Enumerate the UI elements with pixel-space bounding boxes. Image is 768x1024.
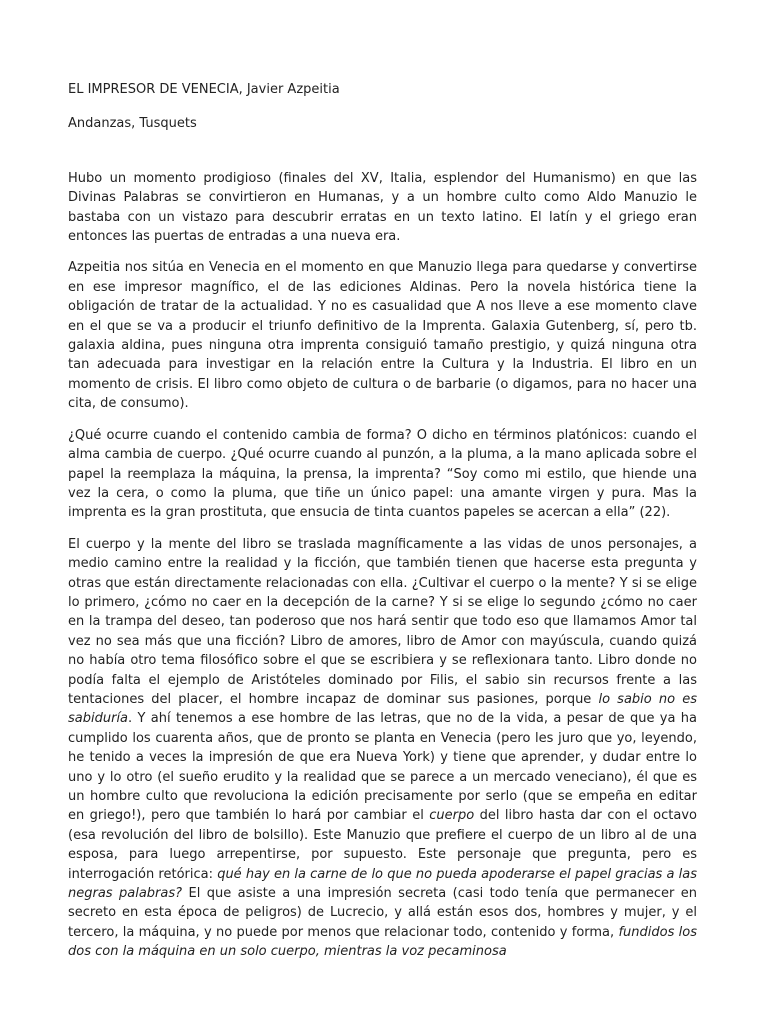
spacer — [68, 99, 697, 114]
italic-quote-run: cuerpo — [429, 808, 475, 824]
text-run: ¿Qué ocurre cuando el contenido cambia de forma? O dicho en términos platónicos: cuando el alma cambia de cuerpo. ¿Qué ocurre cuando al punzón, a la pluma, a la mano aplicada sobre el papel la reemplaza la máquina, la prensa, la imprenta? “Soy como mi estilo, que hiende una vez la cera, o como la pluma, que tiñe un único papel: una amante virgen y pura. Mas la imprenta es la gran prostituta, que ensucia de tinta cuantos papeles se acercan a ella” (22). — [68, 427, 697, 521]
text-run: Hubo un momento prodigioso (finales del XV, Italia, esplendor del Humanismo) en que las Divinas Palabras se convirtieron en Humanas, y a un hombre culto como Aldo Manuzio le bastaba con un vistazo para descubrir erratas en un texto latino. El latín y el griego eran entonces las puertas de entradas a una nueva era. — [68, 170, 697, 245]
body-paragraph — [68, 426, 697, 523]
text-run: El que asiste a una impresión secreta (casi todo tenía que permanecer en secreto en esta época de peligros) de Lucrecio, y allá están esos dos, hombres y mujer, y el tercero, la máquina, y no puede por menos que relacionar todo, contenido y forma, — [68, 886, 697, 940]
spacer — [68, 134, 697, 169]
text-run: Azpeitia nos sitúa en Venecia en el momento en que Manuzio llega para quedarse y convertirse en ese impresor magnífico, el de las ediciones Aldinas. Pero la novela histórica tiene la obligación de tratar de la actualidad. Y no es casualidad que A nos lleve a ese momento clave en el que se va a producir el triunfo definitivo de la Imprenta. Galaxia Gutenberg, sí, pero tb. galaxia aldina, pues ninguna otra imprenta consiguió tamaño prestigio, y quizá ninguna otra tan adecuada para investigar en la relación entre la Cultura y la Industria. El libro en un momento de crisis. El libro como objeto de cultura o de barbarie (o digamos, para no hacer una cita, de consumo). — [68, 260, 697, 412]
italic-quote-run: lo sabio no es sabiduría — [68, 691, 698, 727]
italic-quote-run: qué hay en la carne de lo que no pueda apoderarse el papel gracias a las negras palabras? — [68, 866, 697, 902]
publisher-line: Andanzas, Tusquets — [68, 116, 197, 132]
body-paragraph — [68, 535, 697, 962]
body-paragraph — [68, 169, 697, 247]
book-title-line: EL IMPRESOR DE VENECIA, Javier Azpeitia — [68, 82, 340, 97]
text-run: . Y ahí tenemos a ese hombre de las letras, que no de la vida, a pesar de que ya ha cumplido los cuarenta años, que de pronto se planta en Venecia (pero les juro que yo, leyendo, he tenido a veces la impresión de que era Nueva York) y tiene que aprender, y dudar entre lo uno y lo otro (el sueño erudito y la realidad que se parece a un mercado veneciano), él que es un hombre culto que revoluciona la edición precisamente por serlo (que se empeña en editar en griego!), pero que también lo hará por cambiar el — [68, 711, 697, 824]
document-page — [68, 80, 697, 962]
italic-quote-run: fundidos los dos con la máquina en un solo cuerpo, mientras la voz pecaminosa — [68, 924, 698, 960]
review-body — [68, 169, 697, 962]
text-run: El cuerpo y la mente del libro se traslada magníficamente a las vidas de unos personajes, a medio camino entre la realidad y la ficción, que también tienen que hacerse esta pregunta y otras que están directamente relacionadas con ella. ¿Cultivar el cuerpo o la mente? Y si se elige lo primero, ¿cómo no caer en la decepción de la carne? Y si se elige lo segundo ¿cómo no caer en la trampa del deseo, tan poderoso que nos hará sentir que todo eso que llamamos Amor tal vez no sea más que una ficción? Libro de amores, libro de Amor con mayúscula, cuando quizá no había otro tema filosófico sobre el que se escribiera y se reflexionara tanto. Libro donde no podía falta el ejemplo de Aristóteles dominado por Filis, el sabio sin recursos frente a las tentaciones del placer, el hombre incapaz de dominar sus pasiones, porque — [68, 536, 697, 707]
paragraph-spacer — [68, 246, 697, 258]
paragraph-spacer — [68, 414, 697, 426]
body-paragraph — [68, 258, 697, 413]
paragraph-spacer — [68, 523, 697, 535]
text-run: del libro hasta dar con el octavo (esa revolución del libro de bolsillo). Este Manuzio que prefiere el cuerpo de un libro al de una esposa, para luego arrepentirse, por supuesto. Este personaje que pregunta, pero es interrogación retórica: — [68, 808, 697, 882]
